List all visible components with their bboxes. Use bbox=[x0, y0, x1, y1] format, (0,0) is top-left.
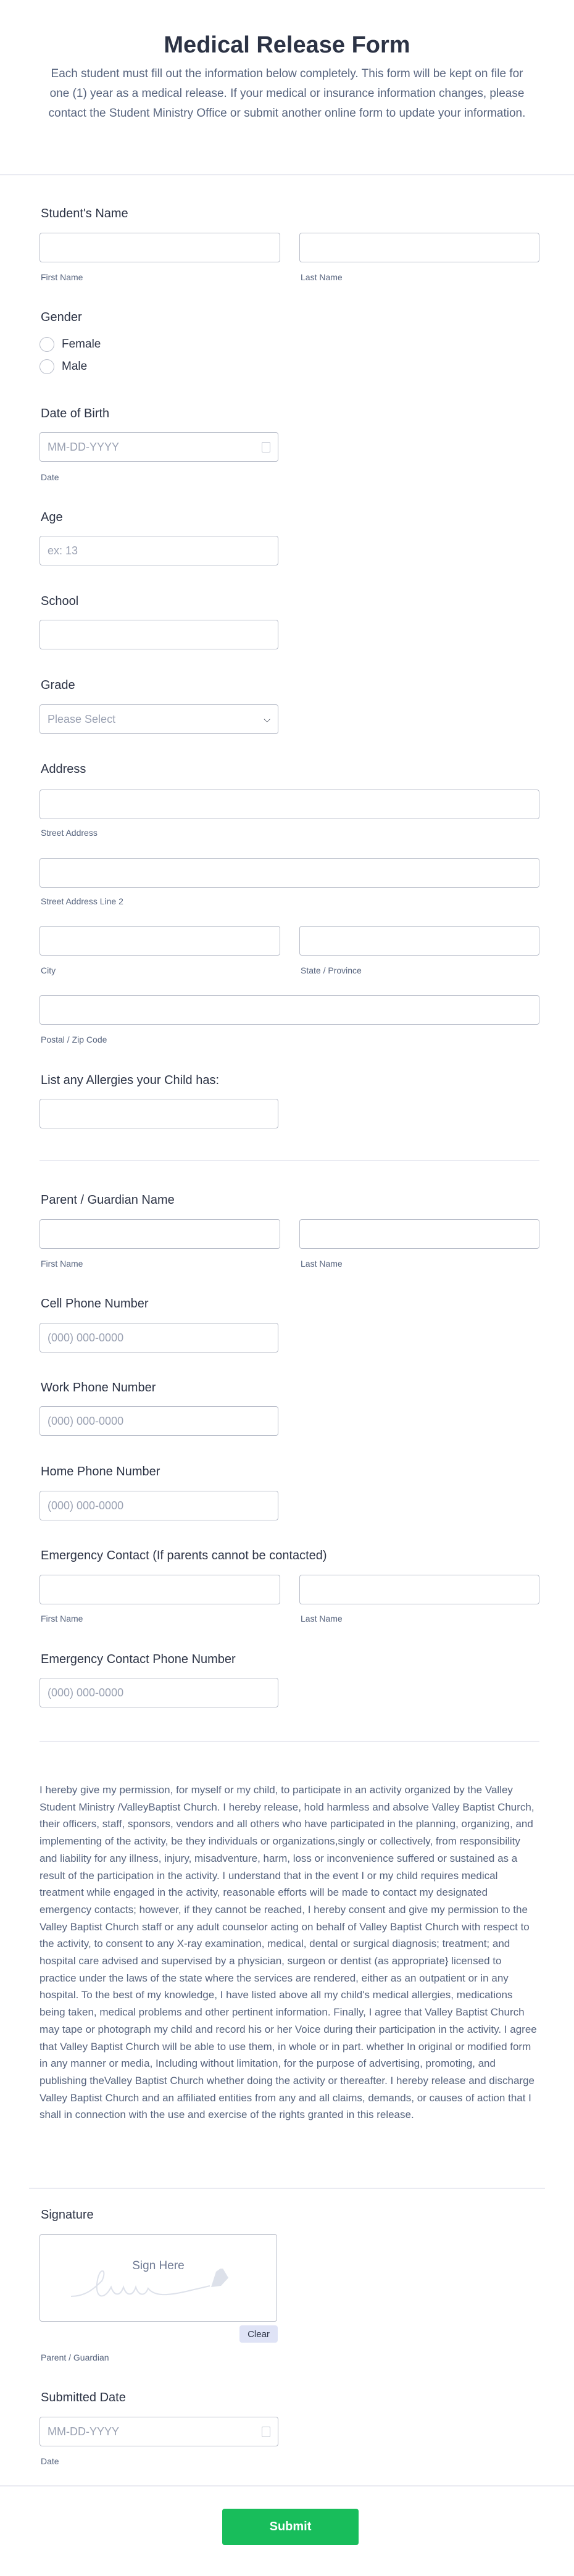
clear-signature-button[interactable]: Clear bbox=[239, 2325, 278, 2343]
chevron-down-icon: ⌵ bbox=[264, 714, 270, 724]
release-text: I hereby give my permission, for myself or my child, to participate in an activity organized by the Valley Student Ministry /ValleyBaptist Church. I hereby release, hold harmless and absolve Valley Baptist Church, their officers, staff, sponsors, vendors and all others who have participated in the planning, organizing, and implementing of the activity, be they individuals or organizations,singly or collectively, from responsibility and liability for any illness, injury, misadventure, harm, loss or inconvenience suffered or sustained as a result of the participation in the activity. I understand that in the event I or my child requires medical treatment while engaged in the activity, reasonable efforts will be made to contact my designated emergency contacts; however, if they cannot be reached, I hereby consent and give my permission to the Valley Baptist Church staff or any adult counselor acting on behalf of Valley Baptist Church with respect to the activity, to consent to any X-ray examination, medical, dental or surgical diagnosis; treatment; and hospital care advised and supervised by a physician, surgeon or dentist (as appropriate} licensed to practice under the laws of the state where the services are rendered, either as an outpatient or in any hospital. To the best of my knowledge, I have listed above all my child's medical allergies, medications being taken, medical problems and other pertinent information. Finally, I agree that Valley Baptist Church may tape or photograph my child and record his or her Voice during their participation in the activity. I agree that Valley Baptist Church will be able to use them, in whole or in part. whether In original or modified form in any manner or media, Including without limitation, for the purpose of advertising, promoting, and publishing theValley Baptist Church whether doing the activity or thereafter. I hereby release and discharge Valley Baptist Church and an affiliated entities from any and all claims, demands, or causes of action that I shall in connection with the use and exercise of the rights granted in this release. bbox=[40, 1784, 537, 2121]
signature-label: Signature bbox=[41, 2208, 94, 2222]
postal-sublabel: Postal / Zip Code bbox=[41, 1035, 107, 1044]
emergency-phone-input[interactable] bbox=[40, 1678, 278, 1707]
cell-placeholder: (000) 000-0000 bbox=[48, 1331, 124, 1344]
grade-label: Grade bbox=[41, 678, 75, 692]
street-sublabel: Street Address bbox=[41, 828, 98, 838]
first-name-sublabel: First Name bbox=[41, 272, 83, 282]
age-placeholder: ex: 13 bbox=[48, 544, 78, 557]
home-placeholder: (000) 000-0000 bbox=[48, 1499, 124, 1512]
student-first-name-input[interactable] bbox=[40, 233, 280, 262]
work-phone-label: Work Phone Number bbox=[41, 1381, 156, 1394]
radio-female[interactable] bbox=[40, 337, 54, 352]
section-divider bbox=[29, 2188, 545, 2189]
signature-scribble-icon bbox=[68, 2269, 247, 2299]
parent-last-name-input[interactable] bbox=[299, 1219, 539, 1249]
submitted-date-input[interactable] bbox=[40, 2417, 278, 2446]
student-name-label: Student's Name bbox=[41, 207, 128, 220]
radio-male[interactable] bbox=[40, 359, 54, 374]
city-input[interactable] bbox=[40, 926, 280, 956]
age-label: Age bbox=[41, 511, 63, 524]
dob-sublabel: Date bbox=[41, 472, 59, 482]
emergency-phone-placeholder: (000) 000-0000 bbox=[48, 1686, 124, 1699]
form-description: Each student must fill out the information below completely. This form will be kept on file for one (1) year as a medical release. If your medical or insurance information changes, please contact the Student Ministry Office or submit another online form to update your information. bbox=[48, 67, 526, 120]
page-title: Medical Release Form bbox=[164, 32, 410, 58]
home-phone-label: Home Phone Number bbox=[41, 1465, 160, 1478]
school-input[interactable] bbox=[40, 620, 278, 649]
parent-name-label: Parent / Guardian Name bbox=[41, 1193, 175, 1207]
last-name-sublabel: Last Name bbox=[301, 272, 343, 282]
emergency-last-name-input[interactable] bbox=[299, 1575, 539, 1604]
radio-male-label[interactable]: Male bbox=[62, 360, 88, 373]
signature-pad[interactable] bbox=[40, 2234, 277, 2322]
submitted-date-sublabel: Date bbox=[41, 2456, 59, 2466]
allergies-label: List any Allergies your Child has: bbox=[41, 1073, 220, 1087]
school-label: School bbox=[41, 594, 79, 608]
section-divider bbox=[40, 1741, 539, 1742]
parent-first-sublabel: First Name bbox=[41, 1259, 83, 1269]
street-address2-input[interactable] bbox=[40, 858, 539, 888]
allergies-input[interactable] bbox=[40, 1099, 278, 1128]
gender-label: Gender bbox=[41, 311, 82, 324]
cell-phone-input[interactable] bbox=[40, 1323, 278, 1353]
header-divider bbox=[0, 174, 574, 175]
state-sublabel: State / Province bbox=[301, 965, 362, 975]
postal-input[interactable] bbox=[40, 995, 539, 1025]
signature-sublabel: Parent / Guardian bbox=[41, 2353, 109, 2362]
emergency-last-sublabel: Last Name bbox=[301, 1614, 343, 1624]
cell-phone-label: Cell Phone Number bbox=[41, 1297, 149, 1311]
street-address-input[interactable] bbox=[40, 790, 539, 819]
student-last-name-input[interactable] bbox=[299, 233, 539, 262]
age-input[interactable] bbox=[40, 536, 278, 565]
dob-placeholder: MM-DD-YYYY bbox=[48, 440, 119, 453]
work-placeholder: (000) 000-0000 bbox=[48, 1414, 124, 1427]
emergency-first-sublabel: First Name bbox=[41, 1614, 83, 1624]
address-label: Address bbox=[41, 762, 86, 776]
dob-label: Date of Birth bbox=[41, 407, 110, 420]
grade-selected: Please Select bbox=[48, 712, 116, 725]
section-divider bbox=[40, 1160, 539, 1161]
grade-select[interactable] bbox=[40, 704, 278, 734]
emergency-first-name-input[interactable] bbox=[40, 1575, 280, 1604]
calendar-icon[interactable] bbox=[262, 2427, 270, 2437]
work-phone-input[interactable] bbox=[40, 1406, 278, 1436]
submitted-date-label: Submitted Date bbox=[41, 2391, 126, 2404]
emergency-phone-label: Emergency Contact Phone Number bbox=[41, 1653, 236, 1666]
parent-last-sublabel: Last Name bbox=[301, 1259, 343, 1269]
radio-female-label[interactable]: Female bbox=[62, 338, 101, 351]
home-phone-input[interactable] bbox=[40, 1491, 278, 1520]
calendar-icon[interactable] bbox=[262, 442, 270, 452]
submitted-date-placeholder: MM-DD-YYYY bbox=[48, 2425, 119, 2438]
submit-button[interactable]: Submit bbox=[222, 2509, 359, 2545]
street2-sublabel: Street Address Line 2 bbox=[41, 896, 123, 906]
city-sublabel: City bbox=[41, 965, 56, 975]
state-input[interactable] bbox=[299, 926, 539, 956]
sign-here-hint: Sign Here bbox=[132, 2259, 185, 2272]
parent-first-name-input[interactable] bbox=[40, 1219, 280, 1249]
emergency-contact-label: Emergency Contact (If parents cannot be contacted) bbox=[41, 1549, 327, 1562]
dob-input[interactable] bbox=[40, 432, 278, 462]
footer-divider bbox=[0, 2485, 574, 2486]
